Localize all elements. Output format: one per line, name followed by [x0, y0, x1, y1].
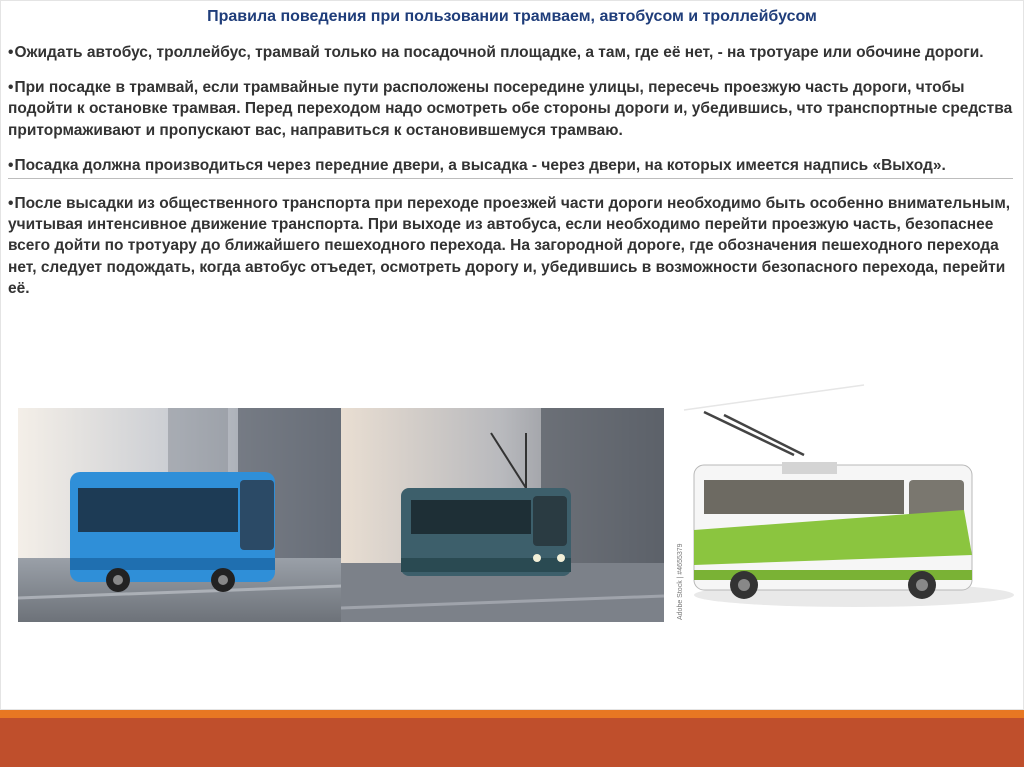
- bullet-marker: •: [8, 156, 14, 174]
- tram-photo: [341, 408, 664, 622]
- bullet-marker: •: [8, 44, 14, 61]
- footer-band: [0, 718, 1024, 767]
- slide-title: Правила поведения при пользовании трамваем, автобусом и троллейбусом: [207, 8, 817, 25]
- bullet-item: [8, 193, 1013, 299]
- bullet-item: [8, 42, 1013, 63]
- bullet-marker: •: [8, 195, 14, 213]
- bullet-item: [8, 155, 1013, 179]
- trolleybus-illustration: [664, 380, 1019, 630]
- bullet-marker: •: [8, 79, 14, 97]
- bus-photo: [18, 408, 341, 622]
- bullet-text: При посадке в трамвай, если трамвайные пути расположены посередине улицы, пересечь проезжую часть дороги, чтобы подойти к остановке трамвая. Перед переходом надо осмотреть обе стороны дороги и, убедившись, что транспортные средства притормаживают и пропускают вас, направиться к остановившемуся трамваю.: [8, 79, 1013, 139]
- bullet-text: Посадка должна производиться через передние двери, а высадка - через двери, на которых имеется надпись «Выход».: [14, 156, 946, 174]
- bullet-item: [8, 77, 1013, 141]
- footer-band-accent: [0, 710, 1024, 718]
- stock-watermark: Adobe Stock | #4655379: [677, 543, 684, 620]
- bullet-list: [8, 42, 1013, 313]
- bullet-text: После высадки из общественного транспорта при переходе проезжей части дороги необходимо быть особенно внимательным, учитывая интенсивное движение транспорта. При выходе из автобуса, если необходимо перейти проезжую часть, безопаснее всего дойти по тротуару до ближайшего пешеходного перехода. На загородной дороге, где обозначения пешеходного перехода нет, следует подождать, когда автобус отъедет, осмотреть дорогу и, убедившись в возможности безопасного перехода, перейти её.: [8, 195, 1011, 297]
- bullet-text: Ожидать автобус, троллейбус, трамвай только на посадочной площадке, а там, где её нет, - на тротуаре или обочине дороги.: [14, 44, 984, 61]
